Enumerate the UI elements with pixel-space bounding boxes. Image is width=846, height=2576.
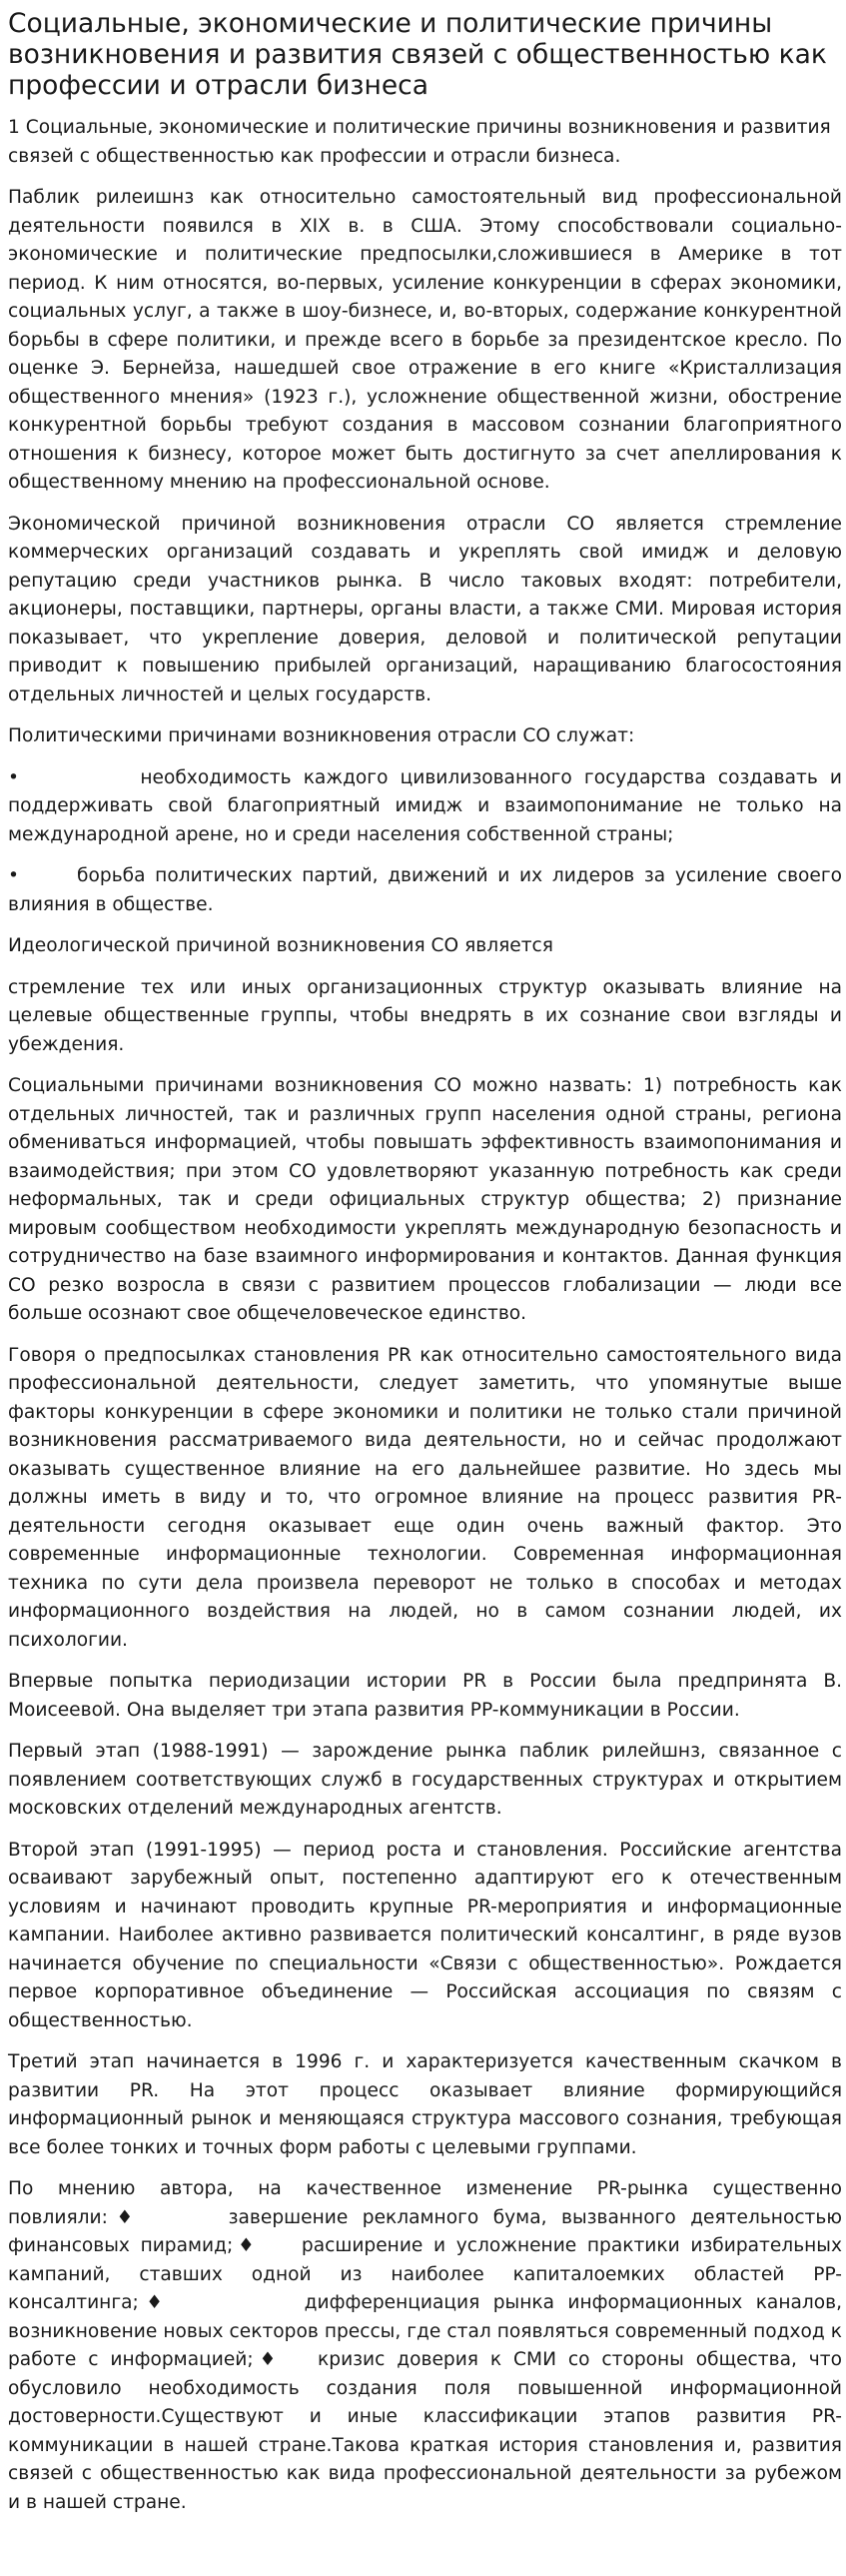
paragraph-periodization: Впервые попытка периодизации истории PR в России была предпринята В. Моисеевой. Она выделяет три этапа развития PP-коммуникации в России. <box>8 1671 842 1721</box>
paragraph-stage-two: Второй этап (1991-1995) — период роста и становления. Российские агентства осваивают зарубежный опыт, постепенно адаптируют его к отечественным условиям и начинают проводить крупные PR-мероприятия и информационные кампании. Наиболее активно развивается политический консалтинг, в ряде вузов начинается обучение по специальности «Связи с общественностью». Рождается первое корпоративное объединение — Российская ассоциация по связям с общественностью. <box>8 1839 842 2031</box>
paragraph-prerequisites: Говоря о предпосылках становления PR как относительно самостоятельного вида профессиональной деятельности, следует заметить, что упомянутые выше факторы конкуренции в сфере экономики и политики не только стали причиной возникновения рассматриваемого вида деятельности, но и сейчас продолжают оказывать существенное влияние на его дальнейшее развитие. Но здесь мы должны иметь в виду и то, что огромное влияние на процесс развития PR-деятельности сегодня оказывает еще один очень важный фактор. Это современные информационные технологии. Современная информационная техника по сути дела произвела переворот не только в способах и методах информационного воздействия на людей, но в самом сознании людей, их психологии. <box>8 1344 842 1651</box>
bullet-item-state-image: • необходимость каждого цивилизованного государства создавать и поддерживать свой благоприятный имидж и взаимопонимание не только на международной арене, но и среди населения собственной страны; <box>8 766 842 845</box>
page-title: Социальные, экономические и политические причины возникновения и развития связей с общественностью как профессии и отрасли бизнеса <box>8 8 827 101</box>
paragraph-ideological-heading: Идеологической причиной возникновения СО является <box>8 935 553 956</box>
paragraph-intro: 1 Социальные, экономические и политические причины возникновения и развития связей с общественностью как профессии и отрасли бизнеса. <box>8 117 831 167</box>
paragraph-stage-one: Первый этап (1988-1991) — зарождение рынка паблик рилейшнз, связанное с появлением соответствующих служб в государственных структурах и открытием московских отделений международных агентств. <box>8 1741 842 1819</box>
paragraph-social: Социальными причинами возникновения СО можно назвать: 1) потребность как отдельных личностей, так и различных групп населения одной страны, региона обмениваться информацией, чтобы повышать эффективность взаимопонимания и взаимодействия; при этом СО удовлетворяют указанную потребность как среди неформальных, так и среди официальных структур общества; 2) признание мировым сообществом необходимости укреплять международную безопасность и сотрудничество на базе взаимного информирования и контактов. Данная функция СО резко возросла в связи с развитием процессов глобализации — люди все больше осознают свое общечеловеческое единство. <box>8 1075 842 1324</box>
paragraph-stage-three: Третий этап начинается в 1996 г. и характеризуется качественным скачком в развитии PR. На этот процесс оказывает влияние формирующийся информационный рынок и меняющаяся структура массового сознания, требующая все более тонких и точных форм работы с целевыми группами. <box>8 2051 842 2158</box>
paragraph-conclusion: По мнению автора, на качественное изменение PR-рынка существенно повлияли:♦ завершение рекламного бума, вызванного деятельностью финансовых пирамид;♦ расширение и усложнение практики избирательных кампаний, ставших одной из наиболее капиталоемких областей PP-консалтинга;♦ дифференциация рынка информационных каналов, возникновение новых секторов прессы, где стал появляться современный подход к работе с информацией;♦ кризис доверия к СМИ со стороны общества, что обусловило необходимость создания поля повышенной информационной достоверности.Существуют и иные классификации этапов развития PR-коммуникации в нашей стране.Такова краткая история становления и, развития связей с общественностью как вида профессиональной деятельности за рубежом и в нашей стране. <box>8 2178 842 2513</box>
paragraph-ideological: стремление тех или иных организационных структур оказывать влияние на целевые общественные группы, чтобы внедрять в их сознание свои взгляды и убеждения. <box>8 976 842 1055</box>
bullet-item-party-struggle: • борьба политических партий, движений и их лидеров за усиление своего влияния в обществе. <box>8 865 842 915</box>
paragraph-history: Паблик рилеишнз как относительно самостоятельный вид профессиональной деятельности появился в XIX в. в США. Этому способствовали социально-экономические и политические предпосылки,сложившиеся в Америке в тот период. К ним относятся, во-первых, усиление конкуренции в сферах экономики, социальных услуг, а также в шоу-бизнесе, и, во-вторых, содержание конкурентной борьбы в сфере политики, и прежде всего в борьбе за президентское кресло. По оценке Э. Бернейза, нашедшей свое отражение в его книге «Кристаллизация общественного мнения» (1923 г.), усложнение общественной жизни, обострение конкурентной борьбы требуют создания в массовом сознании благоприятного отношения к бизнесу, которое может быть достигнуто за счет апеллирования к общественному мнению на профессиональной основе. <box>8 187 842 493</box>
paragraph-economic: Экономической причиной возникновения отрасли СО является стремление коммерческих организаций создавать и укреплять свой имидж и деловую репутацию среди участников рынка. В число таковых входят: потребители, акционеры, поставщики, партнеры, органы власти, а также СМИ. Мировая история показывает, что укрепление доверия, деловой и политической репутации приводит к повышению прибылей организаций, наращиванию благосостояния отдельных личностей и целых государств. <box>8 513 842 705</box>
paragraph-political-heading: Политическими причинами возникновения отрасли СО служат: <box>8 725 635 746</box>
